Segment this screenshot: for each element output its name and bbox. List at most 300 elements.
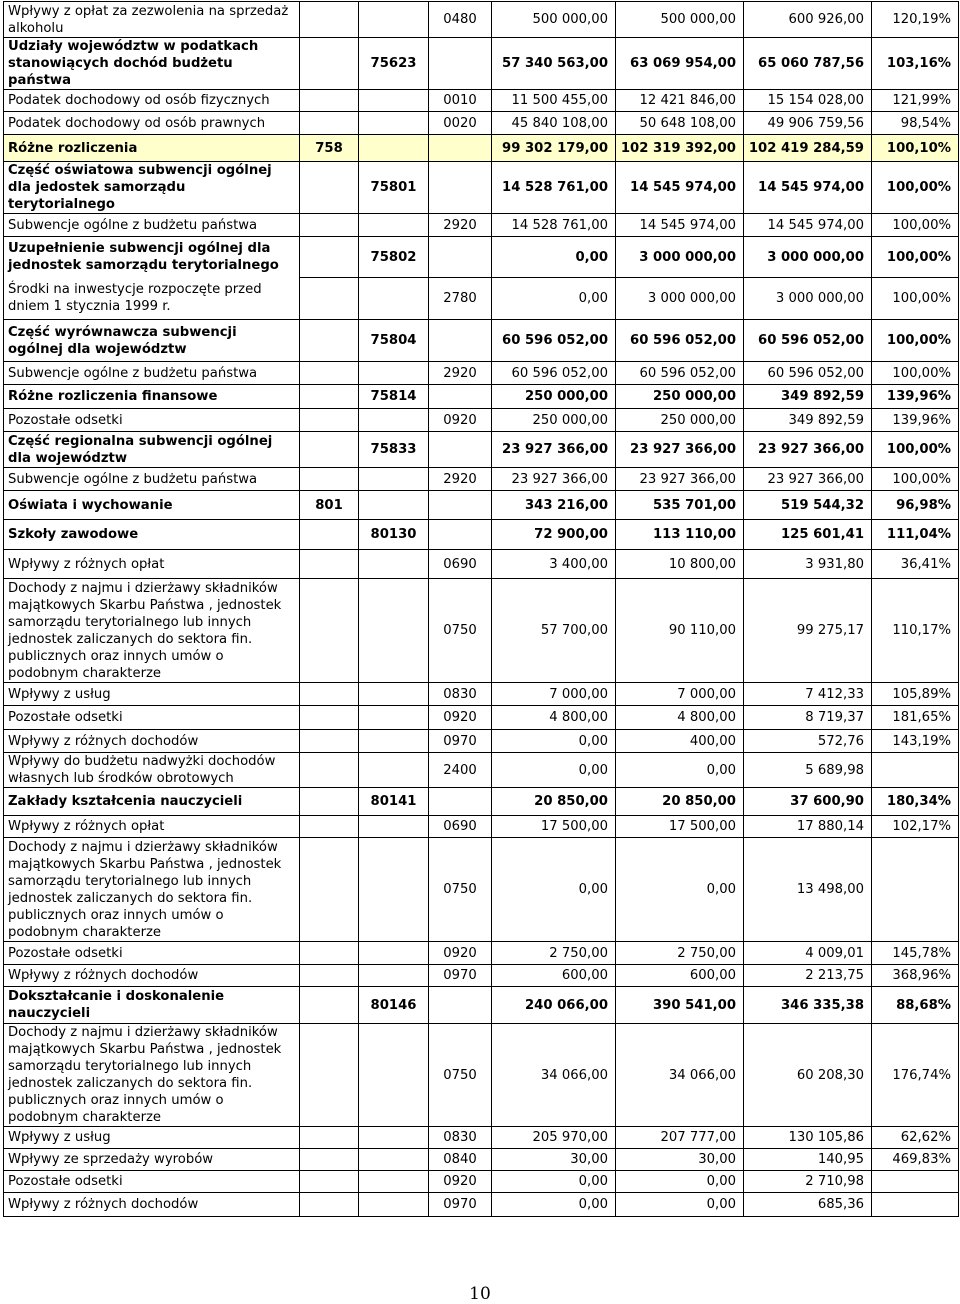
row-label: Pozostałe odsetki bbox=[4, 409, 300, 432]
execution-amount: 60 596 052,00 bbox=[744, 362, 872, 385]
paragraph-code: 0920 bbox=[429, 1171, 492, 1193]
paragraph-code bbox=[429, 788, 492, 816]
plan-after-changes: 113 110,00 bbox=[616, 520, 744, 550]
plan-initial: 0,00 bbox=[492, 1193, 616, 1217]
chapter-code bbox=[359, 491, 429, 520]
execution-percent bbox=[872, 1171, 959, 1193]
paragraph-code: 0750 bbox=[429, 1024, 492, 1127]
table-row bbox=[4, 1127, 959, 1149]
paragraph-code bbox=[429, 432, 492, 468]
execution-amount: 125 601,41 bbox=[744, 520, 872, 550]
execution-amount: 3 931,80 bbox=[744, 550, 872, 579]
plan-initial: 60 596 052,00 bbox=[492, 320, 616, 362]
plan-initial: 343 216,00 bbox=[492, 491, 616, 520]
section-code bbox=[300, 706, 359, 730]
chapter-code: 75623 bbox=[359, 38, 429, 90]
table-row bbox=[4, 162, 959, 214]
paragraph-code: 0840 bbox=[429, 1149, 492, 1171]
execution-amount: 13 498,00 bbox=[744, 838, 872, 942]
plan-after-changes: 400,00 bbox=[616, 730, 744, 753]
plan-after-changes: 60 596 052,00 bbox=[616, 362, 744, 385]
paragraph-code bbox=[429, 162, 492, 214]
paragraph-code: 0920 bbox=[429, 706, 492, 730]
paragraph-code: 0830 bbox=[429, 1127, 492, 1149]
plan-initial: 17 500,00 bbox=[492, 816, 616, 838]
chapter-code bbox=[359, 550, 429, 579]
section-code bbox=[300, 816, 359, 838]
budget-income-table bbox=[3, 1, 959, 1217]
execution-amount: 519 544,32 bbox=[744, 491, 872, 520]
execution-percent: 100,00% bbox=[872, 468, 959, 491]
table-row bbox=[4, 520, 959, 550]
chapter-code: 75802 bbox=[359, 237, 429, 278]
row-label: Pozostałe odsetki bbox=[4, 942, 300, 965]
execution-percent: 36,41% bbox=[872, 550, 959, 579]
row-label: Wpływy do budżetu nadwyżki dochodów własnych lub środków obrotowych bbox=[4, 753, 300, 788]
plan-after-changes: 20 850,00 bbox=[616, 788, 744, 816]
paragraph-code bbox=[429, 385, 492, 409]
row-label: Część oświatowa subwencji ogólnej dla jedostek samorządu terytorialnego bbox=[4, 162, 300, 214]
execution-percent: 105,89% bbox=[872, 683, 959, 706]
table-row bbox=[4, 112, 959, 135]
table-row bbox=[4, 1171, 959, 1193]
execution-amount: 7 412,33 bbox=[744, 683, 872, 706]
table-row bbox=[4, 579, 959, 683]
table-row bbox=[4, 90, 959, 112]
execution-percent: 110,17% bbox=[872, 579, 959, 683]
table-row bbox=[4, 965, 959, 987]
execution-percent: 145,78% bbox=[872, 942, 959, 965]
table-row bbox=[4, 987, 959, 1024]
execution-percent bbox=[872, 753, 959, 788]
execution-amount: 23 927 366,00 bbox=[744, 468, 872, 491]
chapter-code bbox=[359, 362, 429, 385]
table-row bbox=[4, 1024, 959, 1127]
execution-amount: 14 545 974,00 bbox=[744, 214, 872, 237]
row-label: Wpływy z usług bbox=[4, 1127, 300, 1149]
table-row bbox=[4, 432, 959, 468]
execution-percent: 100,00% bbox=[872, 214, 959, 237]
chapter-code bbox=[359, 838, 429, 942]
execution-percent: 139,96% bbox=[872, 385, 959, 409]
row-label: Część wyrównawcza subwencji ogólnej dla województw bbox=[4, 320, 300, 362]
section-code bbox=[300, 788, 359, 816]
plan-initial: 0,00 bbox=[492, 753, 616, 788]
plan-after-changes: 50 648 108,00 bbox=[616, 112, 744, 135]
section-code bbox=[300, 112, 359, 135]
plan-after-changes: 0,00 bbox=[616, 1193, 744, 1217]
paragraph-code: 0970 bbox=[429, 730, 492, 753]
row-label: Wpływy z różnych dochodów bbox=[4, 730, 300, 753]
execution-amount: 600 926,00 bbox=[744, 2, 872, 38]
plan-after-changes: 2 750,00 bbox=[616, 942, 744, 965]
row-label: Wpływy z różnych opłat bbox=[4, 550, 300, 579]
section-code bbox=[300, 579, 359, 683]
chapter-code: 80130 bbox=[359, 520, 429, 550]
row-label: Wpływy z opłat za zezwolenia na sprzedaż alkoholu bbox=[4, 2, 300, 38]
plan-initial: 0,00 bbox=[492, 730, 616, 753]
table-row bbox=[4, 1193, 959, 1217]
execution-percent: 180,34% bbox=[872, 788, 959, 816]
execution-percent: 100,00% bbox=[872, 432, 959, 468]
chapter-code bbox=[359, 409, 429, 432]
plan-initial: 250 000,00 bbox=[492, 385, 616, 409]
chapter-code: 75801 bbox=[359, 162, 429, 214]
plan-after-changes: 14 545 974,00 bbox=[616, 162, 744, 214]
chapter-code bbox=[359, 214, 429, 237]
chapter-code bbox=[359, 1024, 429, 1127]
execution-percent: 100,00% bbox=[872, 362, 959, 385]
plan-after-changes: 60 596 052,00 bbox=[616, 320, 744, 362]
execution-amount: 140,95 bbox=[744, 1149, 872, 1171]
plan-after-changes: 250 000,00 bbox=[616, 385, 744, 409]
execution-amount: 60 208,30 bbox=[744, 1024, 872, 1127]
plan-initial: 45 840 108,00 bbox=[492, 112, 616, 135]
paragraph-code: 2400 bbox=[429, 753, 492, 788]
chapter-code bbox=[359, 942, 429, 965]
chapter-code: 80146 bbox=[359, 987, 429, 1024]
section-code bbox=[300, 730, 359, 753]
execution-amount: 349 892,59 bbox=[744, 409, 872, 432]
execution-amount: 4 009,01 bbox=[744, 942, 872, 965]
execution-percent: 121,99% bbox=[872, 90, 959, 112]
plan-after-changes: 102 319 392,00 bbox=[616, 135, 744, 162]
section-code bbox=[300, 1193, 359, 1217]
plan-initial: 20 850,00 bbox=[492, 788, 616, 816]
paragraph-code: 2920 bbox=[429, 214, 492, 237]
execution-percent: 102,17% bbox=[872, 816, 959, 838]
chapter-code bbox=[359, 683, 429, 706]
table-row bbox=[4, 838, 959, 942]
paragraph-code: 0010 bbox=[429, 90, 492, 112]
execution-percent: 143,19% bbox=[872, 730, 959, 753]
section-code bbox=[300, 965, 359, 987]
chapter-code bbox=[359, 278, 429, 320]
execution-percent: 176,74% bbox=[872, 1024, 959, 1127]
row-label: Pozostałe odsetki bbox=[4, 706, 300, 730]
section-code bbox=[300, 838, 359, 942]
execution-amount: 49 906 759,56 bbox=[744, 112, 872, 135]
table-row bbox=[4, 816, 959, 838]
section-code bbox=[300, 385, 359, 409]
execution-percent: 100,10% bbox=[872, 135, 959, 162]
execution-percent bbox=[872, 838, 959, 942]
row-label: Zakłady kształcenia nauczycieli bbox=[4, 788, 300, 816]
row-label: Szkoły zawodowe bbox=[4, 520, 300, 550]
execution-percent: 100,00% bbox=[872, 162, 959, 214]
table-row bbox=[4, 683, 959, 706]
table-row bbox=[4, 135, 959, 162]
section-code bbox=[300, 2, 359, 38]
row-label: Różne rozliczenia finansowe bbox=[4, 385, 300, 409]
execution-amount: 8 719,37 bbox=[744, 706, 872, 730]
section-code bbox=[300, 409, 359, 432]
execution-amount: 23 927 366,00 bbox=[744, 432, 872, 468]
execution-amount: 3 000 000,00 bbox=[744, 278, 872, 320]
chapter-code bbox=[359, 816, 429, 838]
execution-amount: 99 275,17 bbox=[744, 579, 872, 683]
section-code bbox=[300, 362, 359, 385]
execution-percent bbox=[872, 1193, 959, 1217]
chapter-code bbox=[359, 1171, 429, 1193]
row-label: Uzupełnienie subwencji ogólnej dla jednostek samorządu terytorialnego bbox=[4, 237, 300, 278]
plan-initial: 2 750,00 bbox=[492, 942, 616, 965]
execution-percent: 111,04% bbox=[872, 520, 959, 550]
table-row bbox=[4, 753, 959, 788]
plan-after-changes: 14 545 974,00 bbox=[616, 214, 744, 237]
execution-amount: 102 419 284,59 bbox=[744, 135, 872, 162]
execution-percent: 62,62% bbox=[872, 1127, 959, 1149]
page-number: 10 bbox=[469, 1284, 491, 1304]
plan-after-changes: 12 421 846,00 bbox=[616, 90, 744, 112]
section-code bbox=[300, 38, 359, 90]
execution-amount: 14 545 974,00 bbox=[744, 162, 872, 214]
section-code bbox=[300, 987, 359, 1024]
execution-percent: 469,83% bbox=[872, 1149, 959, 1171]
plan-initial: 500 000,00 bbox=[492, 2, 616, 38]
chapter-code bbox=[359, 2, 429, 38]
paragraph-code: 0920 bbox=[429, 409, 492, 432]
paragraph-code bbox=[429, 237, 492, 278]
table-body bbox=[4, 2, 959, 1217]
section-code bbox=[300, 468, 359, 491]
section-code bbox=[300, 520, 359, 550]
paragraph-code: 0970 bbox=[429, 965, 492, 987]
section-code bbox=[300, 320, 359, 362]
execution-amount: 130 105,86 bbox=[744, 1127, 872, 1149]
table-row bbox=[4, 38, 959, 90]
table-row bbox=[4, 320, 959, 362]
chapter-code: 75833 bbox=[359, 432, 429, 468]
execution-amount: 572,76 bbox=[744, 730, 872, 753]
table-row bbox=[4, 409, 959, 432]
plan-after-changes: 63 069 954,00 bbox=[616, 38, 744, 90]
plan-initial: 99 302 179,00 bbox=[492, 135, 616, 162]
plan-after-changes: 17 500,00 bbox=[616, 816, 744, 838]
execution-amount: 685,36 bbox=[744, 1193, 872, 1217]
plan-after-changes: 34 066,00 bbox=[616, 1024, 744, 1127]
chapter-code: 80141 bbox=[359, 788, 429, 816]
execution-amount: 349 892,59 bbox=[744, 385, 872, 409]
table-row bbox=[4, 1149, 959, 1171]
plan-after-changes: 535 701,00 bbox=[616, 491, 744, 520]
section-code bbox=[300, 432, 359, 468]
plan-initial: 11 500 455,00 bbox=[492, 90, 616, 112]
row-label: Dochody z najmu i dzierżawy składników majątkowych Skarbu Państwa , jednostek samorządu terytorialnego lub innych jednostek zaliczanych do sektora fin. publicznych oraz innych umów o podobnym charakterze bbox=[4, 1024, 300, 1127]
table-row bbox=[4, 362, 959, 385]
execution-percent: 368,96% bbox=[872, 965, 959, 987]
plan-initial: 3 400,00 bbox=[492, 550, 616, 579]
plan-after-changes: 10 800,00 bbox=[616, 550, 744, 579]
plan-initial: 72 900,00 bbox=[492, 520, 616, 550]
table-row bbox=[4, 706, 959, 730]
plan-initial: 0,00 bbox=[492, 237, 616, 278]
row-label: Podatek dochodowy od osób prawnych bbox=[4, 112, 300, 135]
table-row bbox=[4, 385, 959, 409]
paragraph-code: 2920 bbox=[429, 362, 492, 385]
paragraph-code: 0480 bbox=[429, 2, 492, 38]
plan-after-changes: 7 000,00 bbox=[616, 683, 744, 706]
paragraph-code: 0750 bbox=[429, 579, 492, 683]
section-code bbox=[300, 942, 359, 965]
execution-percent: 96,98% bbox=[872, 491, 959, 520]
row-label: Wpływy z różnych opłat bbox=[4, 816, 300, 838]
plan-initial: 0,00 bbox=[492, 1171, 616, 1193]
chapter-code bbox=[359, 753, 429, 788]
execution-amount: 60 596 052,00 bbox=[744, 320, 872, 362]
paragraph-code: 0690 bbox=[429, 816, 492, 838]
chapter-code bbox=[359, 730, 429, 753]
plan-initial: 60 596 052,00 bbox=[492, 362, 616, 385]
row-label: Wpływy z różnych dochodów bbox=[4, 965, 300, 987]
row-label: Wpływy ze sprzedaży wyrobów bbox=[4, 1149, 300, 1171]
table-row bbox=[4, 788, 959, 816]
plan-after-changes: 0,00 bbox=[616, 1171, 744, 1193]
plan-after-changes: 3 000 000,00 bbox=[616, 237, 744, 278]
row-label: Różne rozliczenia bbox=[4, 135, 300, 162]
section-code bbox=[300, 683, 359, 706]
execution-amount: 346 335,38 bbox=[744, 987, 872, 1024]
execution-percent: 139,96% bbox=[872, 409, 959, 432]
plan-initial: 14 528 761,00 bbox=[492, 214, 616, 237]
paragraph-code bbox=[429, 491, 492, 520]
execution-percent: 100,00% bbox=[872, 237, 959, 278]
plan-after-changes: 0,00 bbox=[616, 753, 744, 788]
execution-amount: 2 710,98 bbox=[744, 1171, 872, 1193]
plan-after-changes: 207 777,00 bbox=[616, 1127, 744, 1149]
chapter-code bbox=[359, 965, 429, 987]
plan-initial: 34 066,00 bbox=[492, 1024, 616, 1127]
row-label: Wpływy z usług bbox=[4, 683, 300, 706]
section-code bbox=[300, 237, 359, 278]
plan-initial: 57 700,00 bbox=[492, 579, 616, 683]
row-label: Wpływy z różnych dochodów bbox=[4, 1193, 300, 1217]
row-label: Subwencje ogólne z budżetu państwa bbox=[4, 362, 300, 385]
paragraph-code bbox=[429, 38, 492, 90]
execution-amount: 5 689,98 bbox=[744, 753, 872, 788]
paragraph-code: 0970 bbox=[429, 1193, 492, 1217]
row-label: Subwencje ogólne z budżetu państwa bbox=[4, 214, 300, 237]
chapter-code bbox=[359, 90, 429, 112]
table-row bbox=[4, 942, 959, 965]
plan-after-changes: 500 000,00 bbox=[616, 2, 744, 38]
section-code bbox=[300, 278, 359, 320]
row-label: Dochody z najmu i dzierżawy składników majątkowych Skarbu Państwa , jednostek samorządu terytorialnego lub innych jednostek zaliczanych do sektora fin. publicznych oraz innych umów o podobnym charakterze bbox=[4, 838, 300, 942]
table-row bbox=[4, 491, 959, 520]
plan-initial: 0,00 bbox=[492, 278, 616, 320]
chapter-code: 75814 bbox=[359, 385, 429, 409]
paragraph-code: 0830 bbox=[429, 683, 492, 706]
plan-initial: 14 528 761,00 bbox=[492, 162, 616, 214]
plan-initial: 600,00 bbox=[492, 965, 616, 987]
plan-after-changes: 0,00 bbox=[616, 838, 744, 942]
plan-after-changes: 3 000 000,00 bbox=[616, 278, 744, 320]
plan-after-changes: 30,00 bbox=[616, 1149, 744, 1171]
section-code bbox=[300, 1149, 359, 1171]
plan-initial: 57 340 563,00 bbox=[492, 38, 616, 90]
row-label: Środki na inwestycje rozpoczęte przed dniem 1 stycznia 1999 r. bbox=[4, 278, 300, 320]
plan-initial: 7 000,00 bbox=[492, 683, 616, 706]
execution-percent: 181,65% bbox=[872, 706, 959, 730]
paragraph-code bbox=[429, 320, 492, 362]
table-row bbox=[4, 468, 959, 491]
chapter-code bbox=[359, 135, 429, 162]
plan-after-changes: 90 110,00 bbox=[616, 579, 744, 683]
paragraph-code bbox=[429, 520, 492, 550]
plan-initial: 0,00 bbox=[492, 838, 616, 942]
execution-amount: 17 880,14 bbox=[744, 816, 872, 838]
table-row bbox=[4, 2, 959, 38]
row-label: Oświata i wychowanie bbox=[4, 491, 300, 520]
execution-amount: 65 060 787,56 bbox=[744, 38, 872, 90]
paragraph-code: 0920 bbox=[429, 942, 492, 965]
section-code bbox=[300, 1171, 359, 1193]
row-label: Pozostałe odsetki bbox=[4, 1171, 300, 1193]
table-row bbox=[4, 278, 959, 320]
section-code bbox=[300, 1024, 359, 1127]
execution-percent: 98,54% bbox=[872, 112, 959, 135]
chapter-code bbox=[359, 706, 429, 730]
table-row bbox=[4, 550, 959, 579]
section-code: 758 bbox=[300, 135, 359, 162]
execution-amount: 37 600,90 bbox=[744, 788, 872, 816]
paragraph-code: 0690 bbox=[429, 550, 492, 579]
row-label: Część regionalna subwencji ogólnej dla województw bbox=[4, 432, 300, 468]
plan-after-changes: 600,00 bbox=[616, 965, 744, 987]
table-row bbox=[4, 237, 959, 278]
plan-initial: 250 000,00 bbox=[492, 409, 616, 432]
chapter-code bbox=[359, 1193, 429, 1217]
section-code bbox=[300, 90, 359, 112]
plan-initial: 205 970,00 bbox=[492, 1127, 616, 1149]
chapter-code bbox=[359, 112, 429, 135]
execution-amount: 3 000 000,00 bbox=[744, 237, 872, 278]
execution-amount: 15 154 028,00 bbox=[744, 90, 872, 112]
plan-after-changes: 390 541,00 bbox=[616, 987, 744, 1024]
plan-after-changes: 250 000,00 bbox=[616, 409, 744, 432]
plan-initial: 23 927 366,00 bbox=[492, 432, 616, 468]
paragraph-code: 2920 bbox=[429, 468, 492, 491]
row-label: Dokształcanie i doskonalenie nauczycieli bbox=[4, 987, 300, 1024]
section-code bbox=[300, 162, 359, 214]
row-label: Subwencje ogólne z budżetu państwa bbox=[4, 468, 300, 491]
execution-percent: 88,68% bbox=[872, 987, 959, 1024]
plan-after-changes: 23 927 366,00 bbox=[616, 468, 744, 491]
chapter-code bbox=[359, 1127, 429, 1149]
plan-after-changes: 23 927 366,00 bbox=[616, 432, 744, 468]
section-code: 801 bbox=[300, 491, 359, 520]
plan-initial: 30,00 bbox=[492, 1149, 616, 1171]
row-label: Udziały województw w podatkach stanowiących dochód budżetu państwa bbox=[4, 38, 300, 90]
execution-amount: 2 213,75 bbox=[744, 965, 872, 987]
section-code bbox=[300, 214, 359, 237]
paragraph-code: 0750 bbox=[429, 838, 492, 942]
row-label: Podatek dochodowy od osób fizycznych bbox=[4, 90, 300, 112]
execution-percent: 120,19% bbox=[872, 2, 959, 38]
row-label: Dochody z najmu i dzierżawy składników majątkowych Skarbu Państwa , jednostek samorządu terytorialnego lub innych jednostek zaliczanych do sektora fin. publicznych oraz innych umów o podobnym charakterze bbox=[4, 579, 300, 683]
chapter-code bbox=[359, 579, 429, 683]
plan-after-changes: 4 800,00 bbox=[616, 706, 744, 730]
table-row bbox=[4, 214, 959, 237]
table-row bbox=[4, 730, 959, 753]
section-code bbox=[300, 1127, 359, 1149]
paragraph-code bbox=[429, 135, 492, 162]
plan-initial: 240 066,00 bbox=[492, 987, 616, 1024]
paragraph-code: 2780 bbox=[429, 278, 492, 320]
section-code bbox=[300, 550, 359, 579]
chapter-code bbox=[359, 468, 429, 491]
execution-percent: 103,16% bbox=[872, 38, 959, 90]
